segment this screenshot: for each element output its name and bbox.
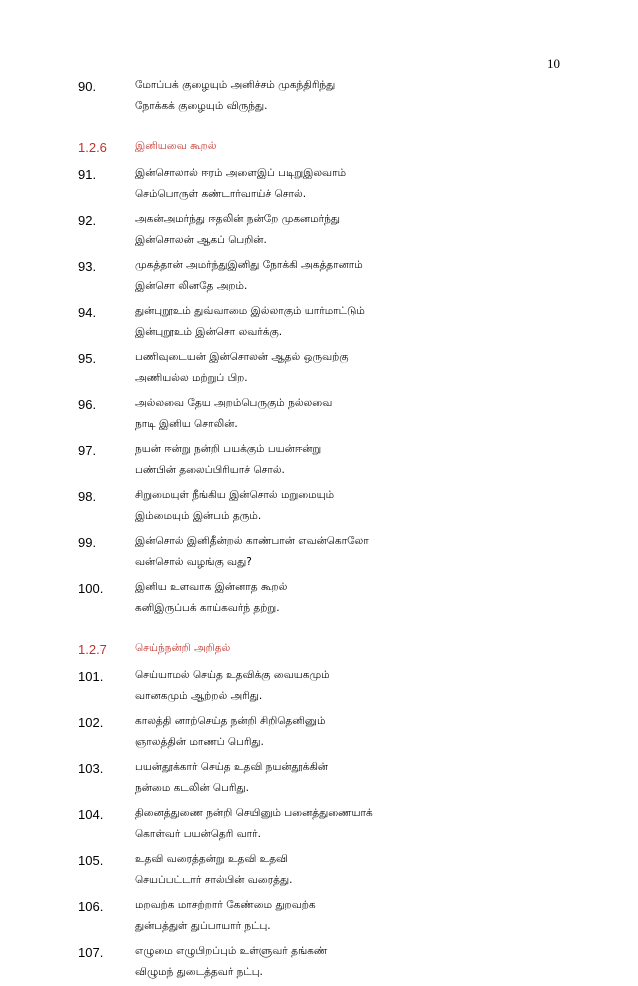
verse <box>0 346 638 392</box>
verse-number: 104. <box>78 807 104 822</box>
verse-number: 90. <box>78 79 97 94</box>
verse <box>0 392 638 438</box>
verse-line-2: வானகமும் ஆற்றல் அரிது. <box>135 690 263 702</box>
verse <box>0 710 638 756</box>
verse-line-1: தினைத்துணை நன்றி செயினும் பனைத்துணையாக் <box>135 807 373 819</box>
verse-line-1: மோப்பக் குழையும் அனிச்சம் முகந்திரிந்து <box>135 79 336 91</box>
verse-number: 92. <box>78 213 97 228</box>
verse-line-1: எழுமை எழுபிறப்பும் உள்ளுவர் தங்கண் <box>135 945 328 957</box>
verse <box>0 438 638 484</box>
verse-number: 107. <box>78 945 104 960</box>
verse <box>0 802 638 848</box>
verse-line-2: நாடி இனிய சொலின். <box>135 418 238 430</box>
verse <box>0 848 638 894</box>
section-number: 1.2.6 <box>78 140 107 155</box>
verse-line-1: நயன் ஈன்று நன்றி பயக்கும் பயன்ஈன்று <box>135 443 322 455</box>
verse-number: 98. <box>78 489 97 504</box>
verse-number: 101. <box>78 669 104 684</box>
verse-line-2: அணியல்ல மற்றுப் பிற. <box>135 372 248 384</box>
verse-number: 97. <box>78 443 97 458</box>
verse-line-2: பண்பின் தலைப்பிரியாச் சொல். <box>135 464 285 476</box>
verse-line-1: சிறுமையுள் நீங்கிய இன்சொல் மறுமையும் <box>135 489 335 501</box>
verse-line-2: விழுமந் துடைத்தவர் நட்பு. <box>135 966 263 978</box>
verse <box>0 756 638 802</box>
verse-line-2: இன்புறூஉம் இன்சொ லவர்க்கு. <box>135 326 283 338</box>
verse-line-2: செம்பொருள் கண்டார்வாய்ச் சொல். <box>135 188 307 200</box>
verse-line-1: அல்லவை தேய அறம்பெருகும் நல்லவை <box>135 397 333 409</box>
verse-number: 100. <box>78 581 104 596</box>
verse <box>0 576 638 622</box>
verse <box>0 940 638 986</box>
verse-line-1: முகத்தான் அமர்ந்துஇனிது நோக்கி அகத்தானாம் <box>135 259 363 271</box>
verse-line-1: துன்புறூஉம் துவ்வாமை இல்லாகும் யார்மாட்டும் <box>135 305 365 317</box>
verse-number: 102. <box>78 715 104 730</box>
verse-line-1: பயன்தூக்கார் செய்த உதவி நயன்தூக்கின் <box>135 761 329 773</box>
verse <box>0 530 638 576</box>
verse-line-2: கனிஇருப்பக் காய்கவர்ந் தற்று. <box>135 602 280 614</box>
verse-line-1: அகன்அமர்ந்து ஈதலின் நன்றே முகனமர்ந்து <box>135 213 341 225</box>
section-heading <box>0 638 638 664</box>
verse-line-2: இம்மையும் இன்பம் தரும். <box>135 510 262 522</box>
verse-line-1: இன்சொல் இனிதீன்றல் காண்பான் எவன்கொலோ <box>135 535 369 547</box>
verse-number: 96. <box>78 397 97 412</box>
verse-number: 105. <box>78 853 104 868</box>
verse <box>0 894 638 940</box>
section-title: செய்ந்நன்றி அறிதல் <box>135 642 231 654</box>
verse-number: 94. <box>78 305 97 320</box>
verse-line-2: இன்சொ லினதே அறம். <box>135 280 248 292</box>
page-number: 10 <box>547 56 560 71</box>
verse-line-1: மறவற்க மாசற்றார் கேண்மை துறவற்க <box>135 899 316 911</box>
verse-line-1: உதவி வரைத்தன்று உதவி உதவி <box>135 853 288 865</box>
verse <box>0 664 638 710</box>
verse-number: 99. <box>78 535 97 550</box>
verse-line-2: ஞாலத்தின் மாணப் பெரிது. <box>135 736 264 748</box>
verse-number: 93. <box>78 259 97 274</box>
verse <box>0 162 638 208</box>
verse <box>0 208 638 254</box>
verse-number: 103. <box>78 761 104 776</box>
verse-line-2: நன்மை கடலின் பெரிது. <box>135 782 249 794</box>
verse-line-2: கொள்வர் பயன்தெரி வார். <box>135 828 261 840</box>
verse <box>0 484 638 530</box>
verse-number: 95. <box>78 351 97 366</box>
verse-number: 106. <box>78 899 104 914</box>
verse-content <box>0 74 638 986</box>
verse-line-2: செயப்பட்டார் சால்பின் வரைத்து. <box>135 874 293 886</box>
verse-line-1: செய்யாமல் செய்த உதவிக்கு வையகமும் <box>135 669 330 681</box>
section-title: இனியவை கூறல் <box>135 140 217 152</box>
verse <box>0 74 638 120</box>
verse <box>0 300 638 346</box>
verse-line-2: நோக்கக் குழையும் விருந்து. <box>135 100 268 112</box>
verse-number: 91. <box>78 167 97 182</box>
verse-line-2: வன்சொல் வழங்கு வது? <box>135 556 252 568</box>
verse-line-1: காலத்தி னாற்செய்த நன்றி சிறிதெனினும் <box>135 715 326 727</box>
verse <box>0 254 638 300</box>
verse-line-1: இனிய உளவாக இன்னாத கூறல் <box>135 581 288 593</box>
section-number: 1.2.7 <box>78 642 107 657</box>
verse-line-1: இன்சொலால் ஈரம் அளைஇப் படிறுஇலவாம் <box>135 167 347 179</box>
verse-line-2: துன்பத்துள் துப்பாயார் நட்பு. <box>135 920 271 932</box>
section-heading <box>0 136 638 162</box>
verse-line-1: பணிவுடையன் இன்சொலன் ஆதல் ஒருவற்கு <box>135 351 349 363</box>
verse-line-2: இன்சொலன் ஆகப் பெறின். <box>135 234 267 246</box>
